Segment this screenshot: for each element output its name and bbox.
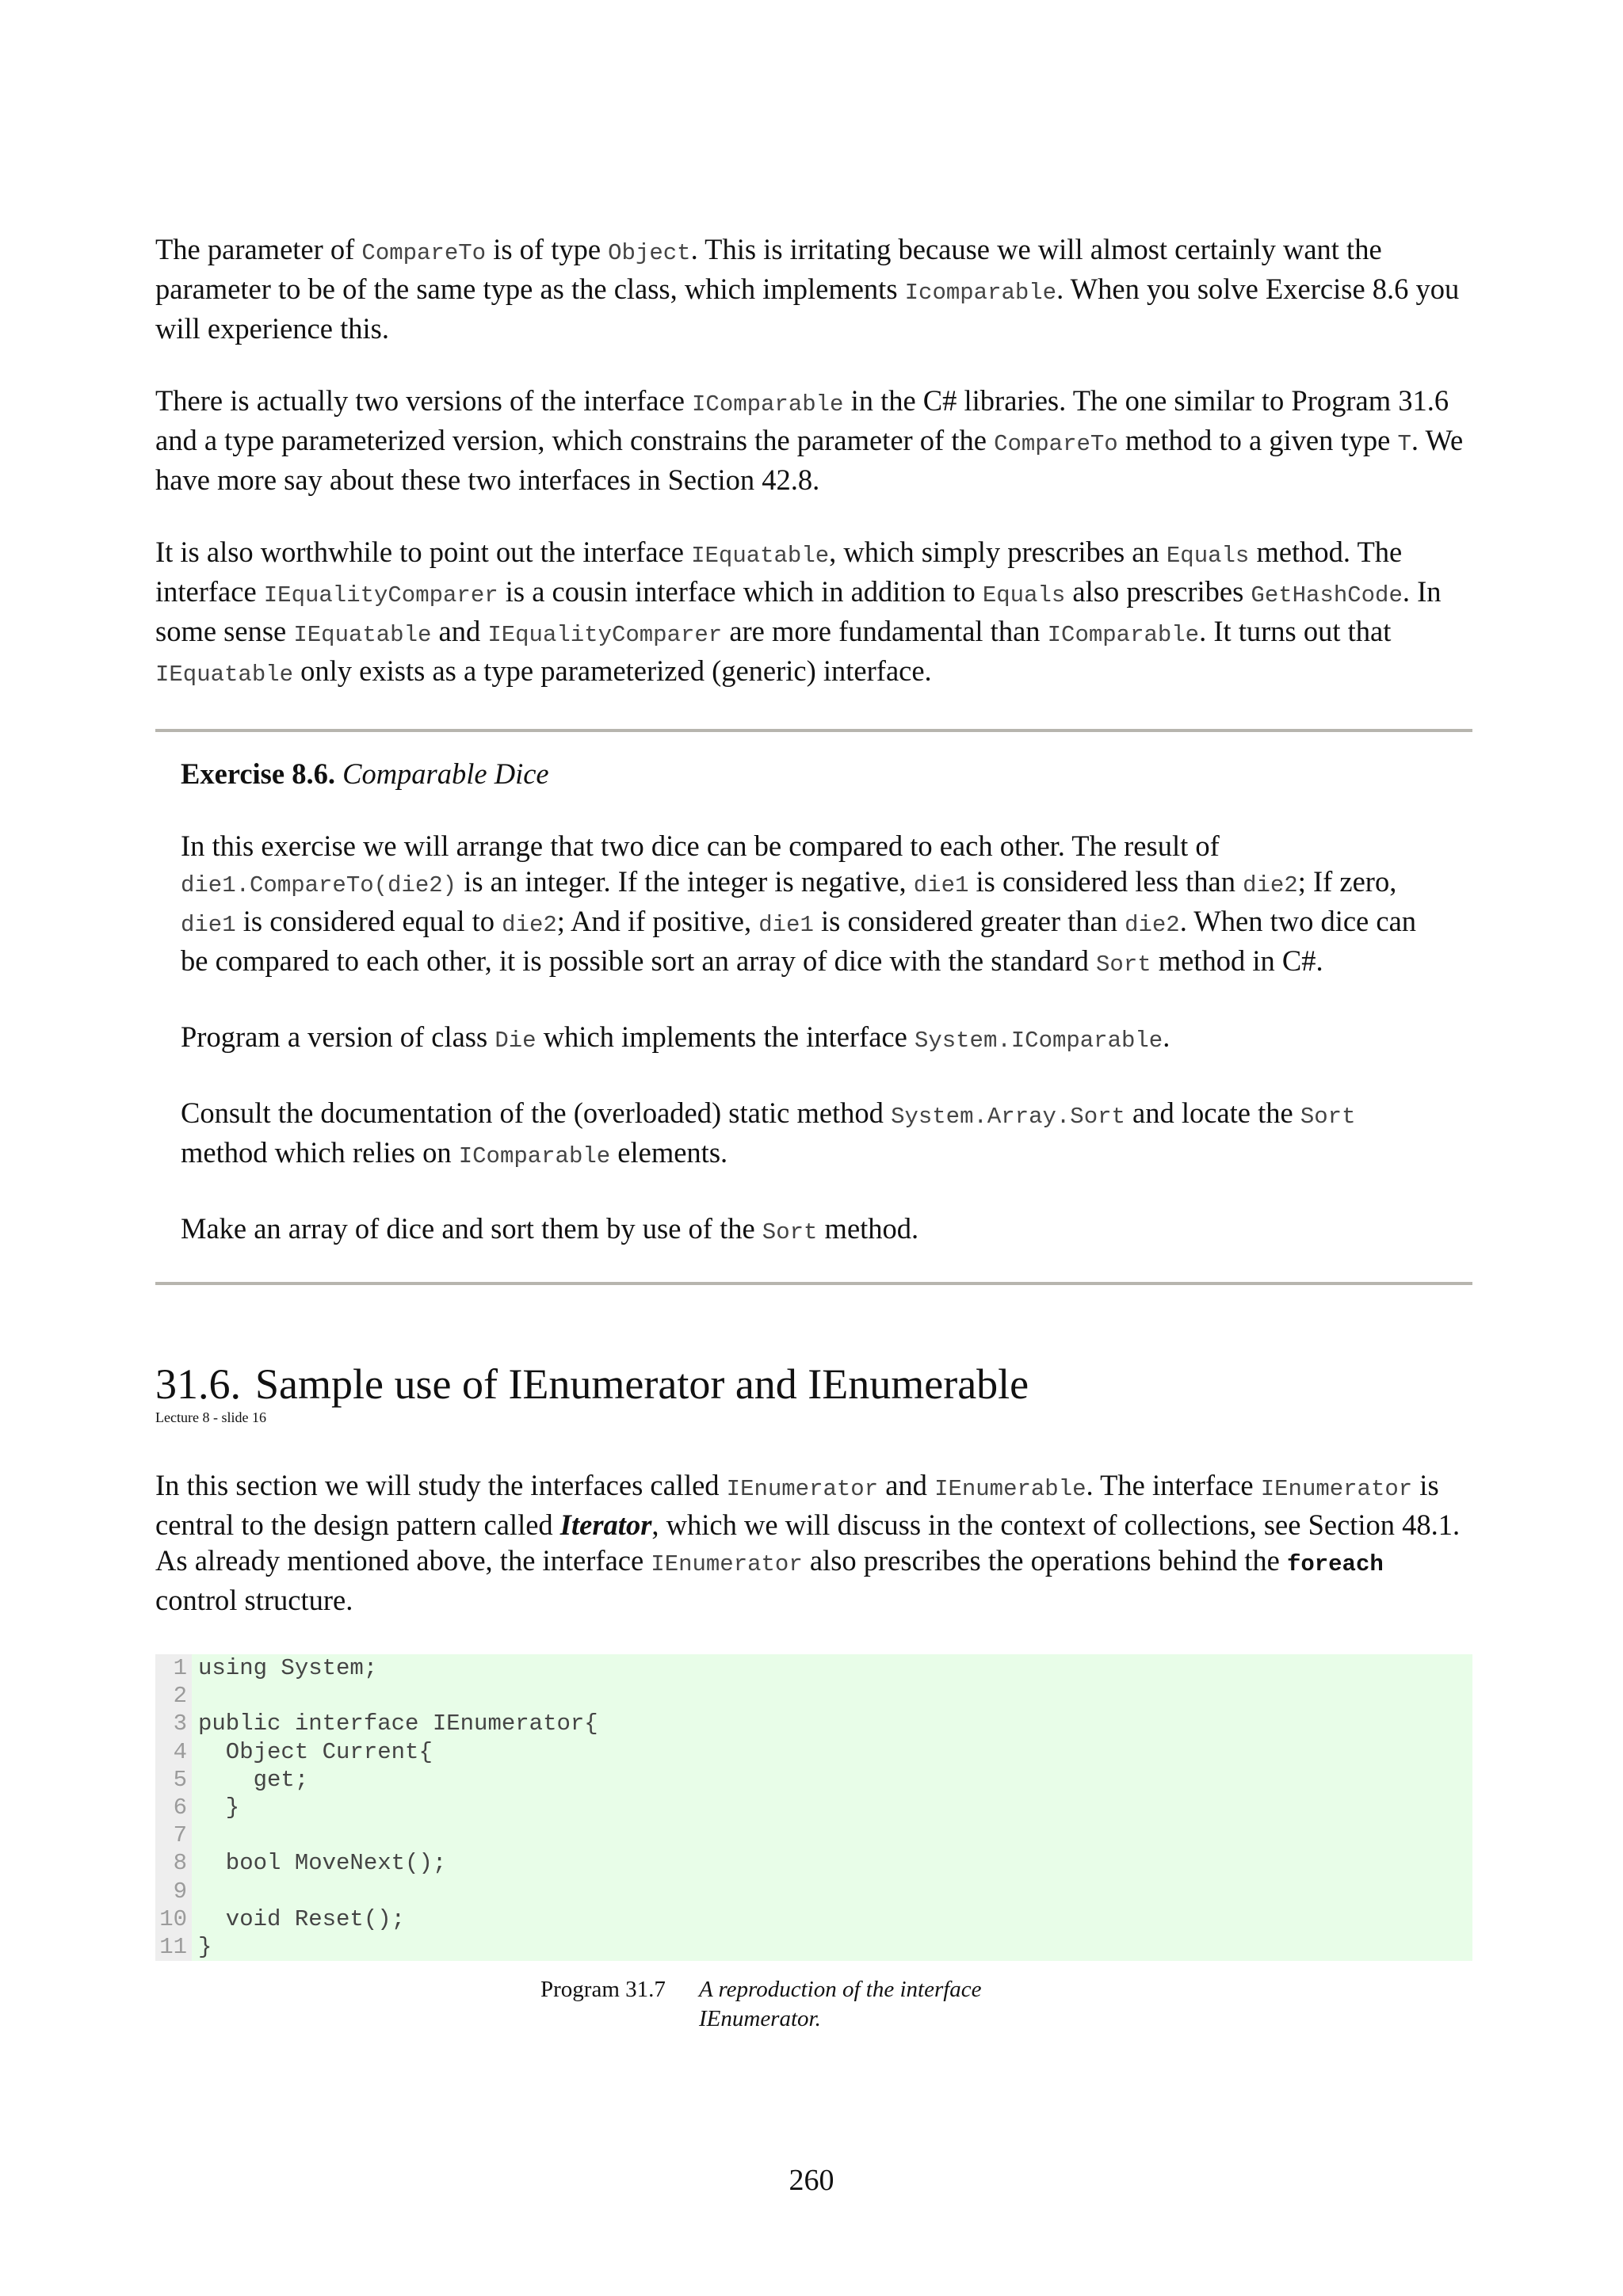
text: is considered less than (968, 865, 1243, 898)
text: It is also worthwhile to point out the interface (155, 536, 692, 568)
text: ; And if positive, (556, 905, 759, 937)
section-heading (155, 1360, 1472, 1409)
text: is central to the design pattern called (155, 1469, 1439, 1541)
line-number: 7 (173, 1822, 187, 1849)
text: , which simply prescribes an (829, 536, 1167, 568)
inline-code: Object (608, 240, 691, 266)
code-line: } (198, 1933, 212, 1960)
inline-code: die2 (502, 912, 557, 938)
text: ; If zero, (1297, 865, 1397, 898)
line-number: 10 (159, 1905, 187, 1932)
inline-code: T (1397, 431, 1411, 457)
code-line: public interface IEnumerator{ (198, 1711, 598, 1737)
inline-code: IComparable (1047, 622, 1200, 648)
exercise-paragraph-consult-docs (181, 1095, 1447, 1174)
code-line (198, 1821, 1472, 1849)
code-line: using System; (198, 1655, 378, 1681)
text: and (878, 1469, 935, 1501)
inline-code: Equals (1166, 543, 1250, 569)
line-number: 9 (173, 1878, 187, 1905)
line-number: 11 (159, 1933, 187, 1960)
line-number-gutter (155, 1654, 192, 1961)
keyword-code: foreach (1286, 1551, 1384, 1577)
text: method which relies on (181, 1136, 459, 1169)
code-listing (155, 1654, 1472, 1961)
exercise-label: Exercise 8.6. (181, 757, 335, 790)
caption-text: A reproduction of the interface IEnumerator. (699, 1977, 982, 2032)
text: control structure. (155, 1584, 353, 1616)
text: and (431, 615, 488, 647)
paragraph-icomparable-versions (155, 383, 1472, 498)
program-caption (540, 1975, 1472, 2034)
paragraph-iequatable (155, 534, 1472, 692)
inline-code: die1 (181, 912, 236, 938)
inline-code: Icomparable (904, 280, 1057, 306)
exercise-paragraph-program-die (181, 1019, 1447, 1058)
inline-code: IEnumerator (1260, 1476, 1413, 1502)
code-line: get; (198, 1766, 309, 1793)
inline-code: Equals (982, 582, 1066, 608)
paragraph-compareto-parameter (155, 231, 1472, 346)
text: which implements the interface (536, 1020, 915, 1053)
text: is an integer. If the integer is negative, (456, 865, 914, 898)
text: . (1163, 1020, 1170, 1053)
text: method to a given type (1117, 424, 1398, 456)
text: . The interface (1086, 1469, 1261, 1501)
inline-code: IEquatable (691, 543, 830, 569)
text: method in C#. (1151, 944, 1323, 977)
page-number: 260 (789, 2164, 834, 2197)
text: , which we will discuss in the context of collections, see Section 48.1. As already mentioned above, the interface (155, 1508, 1461, 1577)
inline-code: die1 (913, 872, 969, 898)
line-number: 2 (173, 1683, 187, 1710)
code-line: Object Current{ (198, 1738, 433, 1765)
code-line: void Reset(); (198, 1905, 406, 1932)
text: In this exercise we will arrange that two dice can be compared to each other. The result of (181, 830, 1220, 862)
text: are more fundamental than (722, 615, 1048, 647)
exercise-box (155, 729, 1472, 1285)
exercise-name: Comparable Dice (342, 757, 549, 790)
inline-code: CompareTo (994, 431, 1118, 457)
emphasized-term: Iterator (559, 1508, 652, 1541)
text: . When two dice can be compared to each other, it is possible sort an array of dice with the standard (181, 905, 1417, 977)
code-line (198, 1682, 1472, 1710)
line-number: 4 (173, 1738, 187, 1765)
line-number: 8 (173, 1850, 187, 1877)
text: also prescribes the operations behind the (802, 1544, 1287, 1577)
text: Consult the documentation of the (overloaded) static method (181, 1097, 892, 1129)
paragraph-ienumerator-intro (155, 1467, 1472, 1618)
text: The parameter of (155, 233, 362, 265)
slide-reference: Lecture 8 - slide 16 (155, 1409, 266, 1425)
text: only exists as a type parameterized (generic) interface. (293, 654, 932, 687)
text: is a cousin interface which in addition to (498, 575, 983, 608)
section-title: Sample use of IEnumerator and IEnumerable (255, 1360, 1029, 1408)
text: method. (817, 1212, 919, 1245)
inline-code: System.Array.Sort (891, 1104, 1125, 1130)
inline-code: IEquatable (293, 622, 432, 648)
inline-code: Sort (1096, 952, 1151, 978)
inline-code: IEnumerator (726, 1476, 879, 1502)
inline-code: IEquatable (155, 662, 294, 688)
text: elements. (610, 1136, 728, 1169)
text: and locate the (1125, 1097, 1300, 1129)
line-number: 5 (173, 1766, 187, 1793)
inline-code: GetHashCode (1251, 582, 1403, 608)
text: method. The interface (155, 536, 1403, 608)
inline-code: IEnumerable (934, 1476, 1086, 1502)
text: is considered greater than (813, 905, 1125, 937)
code-line (198, 1878, 1472, 1905)
inline-code: die1 (758, 912, 814, 938)
text: . This is irritating because we will almost certainly want the parameter to be of the same type as the class, which implements (155, 233, 1382, 305)
text: Program a version of class (181, 1020, 495, 1053)
page-content (155, 231, 1472, 2034)
caption-label: Program 31.7 (540, 1977, 666, 2003)
line-number: 1 (173, 1655, 187, 1681)
inline-code: IEqualityComparer (263, 582, 498, 608)
text: is considered equal to (235, 905, 502, 937)
inline-code: IComparable (692, 391, 844, 418)
text: also prescribes (1065, 575, 1251, 608)
text: In this section we will study the interfaces called (155, 1469, 727, 1501)
inline-code: IEnumerator (651, 1551, 803, 1577)
text: Make an array of dice and sort them by use of the (181, 1212, 762, 1245)
text: . When you solve Exercise 8.6 you will experience this. (155, 273, 1460, 345)
inline-code: Sort (762, 1219, 818, 1245)
line-number: 3 (173, 1711, 187, 1737)
inline-code: Sort (1300, 1104, 1356, 1130)
exercise-paragraph-comparison (181, 828, 1447, 982)
text: . In some sense (155, 575, 1442, 647)
inline-code: die1.CompareTo(die2) (181, 872, 457, 898)
inline-code: die2 (1243, 872, 1298, 898)
text: in the C# libraries. The one similar to Program 31.6 and a type parameterized version, which constrains the parameter of the (155, 384, 1449, 456)
text: is of type (486, 233, 609, 265)
exercise-paragraph-sort-array (181, 1211, 1447, 1250)
inline-code: die2 (1125, 912, 1180, 938)
line-number: 6 (173, 1794, 187, 1821)
code-line: } (198, 1794, 240, 1821)
text: There is actually two versions of the interface (155, 384, 693, 417)
code-body (192, 1654, 1472, 1961)
text: . We have more say about these two interfaces in Section 42.8. (155, 424, 1464, 496)
section-number: 31.6. (155, 1360, 241, 1408)
code-line: bool MoveNext(); (198, 1850, 447, 1877)
exercise-heading (181, 756, 1447, 791)
inline-code: CompareTo (361, 240, 487, 266)
inline-code: IEqualityComparer (487, 622, 723, 648)
text: . It turns out that (1199, 615, 1392, 647)
inline-code: Die (495, 1028, 537, 1054)
inline-code: IComparable (458, 1143, 611, 1169)
inline-code: System.IComparable (914, 1028, 1163, 1054)
